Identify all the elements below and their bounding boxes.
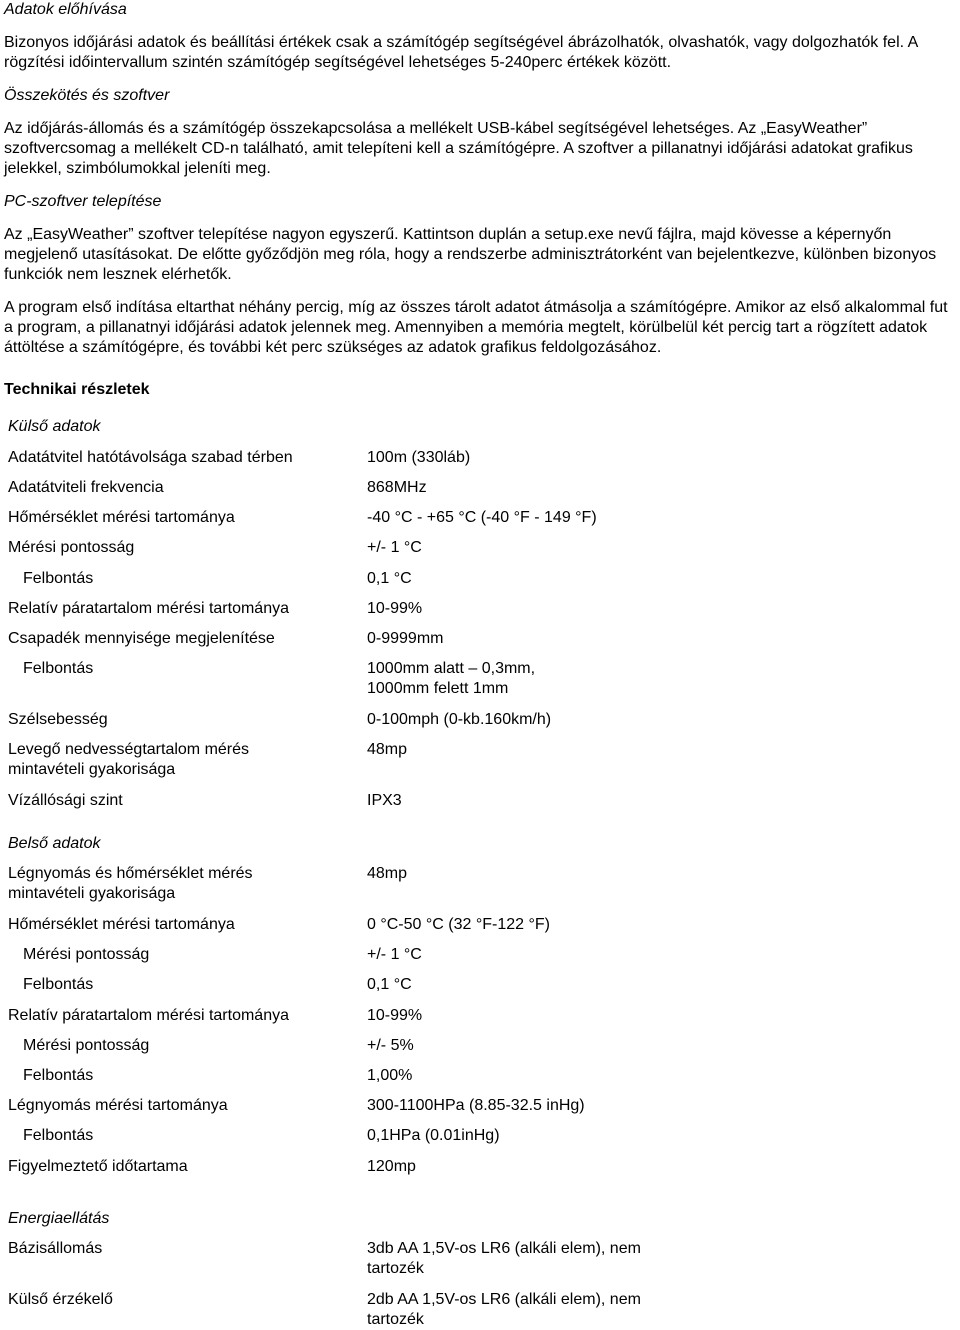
spec-value: 868MHz — [367, 479, 427, 496]
spec-value: 10-99% — [367, 1007, 423, 1024]
spec-value: 0-100mph (0-kb.160km/h) — [367, 711, 552, 728]
spec-label: Felbontás — [23, 660, 94, 677]
spec-value: 0-9999mm — [367, 630, 444, 647]
spec-value: 2db AA 1,5V-os LR6 (alkáli elem), nem tartozék — [367, 1291, 641, 1328]
spec-label: Hőmérséklet mérési tartománya — [8, 916, 235, 933]
section-title-adatok: Adatok előhívása — [4, 1, 127, 18]
section-title-osszekotes: Összekötés és szoftver — [4, 87, 170, 104]
spec-label: Légnyomás mérési tartománya — [8, 1097, 228, 1114]
spec-value: 0,1HPa (0.01inHg) — [367, 1127, 500, 1144]
spec-value: 0,1 °C — [367, 976, 412, 993]
spec-value: -40 °C - +65 °C (-40 °F - 149 °F) — [367, 509, 597, 526]
paragraph-osszekotes: Az időjárás-állomás és a számítógép összekapcsolása a mellékelt USB-kábel segítségével lehetséges. Az „EasyWeather” szoftvercsomag a mellékelt CD-n található, amit telepíteni kell a számítógépre. A szoftver a pillanatnyi időjárási adatokat grafikus jelekkel, szimbólumokkal jeleníti meg. — [4, 120, 913, 177]
spec-label: Csapadék mennyisége megjelenítése — [8, 630, 275, 647]
spec-value: 48mp — [367, 865, 408, 882]
spec-label: Relatív páratartalom mérési tartománya — [8, 1007, 289, 1024]
spec-value: 1,00% — [367, 1067, 413, 1084]
section-title-pc: PC-szoftver telepítése — [4, 193, 162, 210]
spec-label: Felbontás — [23, 1067, 94, 1084]
spec-label: Hőmérséklet mérési tartománya — [8, 509, 235, 526]
spec-value: IPX3 — [367, 792, 402, 809]
spec-value: +/- 1 °C — [367, 539, 422, 556]
spec-label: Légnyomás és hőmérséklet mérés mintavételi gyakorisága — [8, 865, 253, 902]
spec-value: 300-1100HPa (8.85-32.5 inHg) — [367, 1097, 585, 1114]
spec-value: 120mp — [367, 1158, 416, 1175]
spec-value: 3db AA 1,5V-os LR6 (alkáli elem), nem tartozék — [367, 1240, 641, 1277]
spec-value: +/- 5% — [367, 1037, 414, 1054]
spec-value: +/- 1 °C — [367, 946, 422, 963]
spec-value: 0 °C-50 °C (32 °F-122 °F) — [367, 916, 550, 933]
spec-value: 48mp — [367, 741, 408, 758]
spec-label: Felbontás — [23, 570, 94, 587]
subsection-title-belso: Belső adatok — [8, 835, 101, 852]
spec-label: Felbontás — [23, 1127, 94, 1144]
spec-label: Bázisállomás — [8, 1240, 103, 1257]
spec-value: 1000mm alatt – 0,3mm, 1000mm felett 1mm — [367, 660, 536, 697]
spec-value: 10-99% — [367, 600, 423, 617]
spec-label: Szélsebesség — [8, 711, 108, 728]
spec-label: Külső érzékelő — [8, 1291, 113, 1308]
spec-value: 100m (330láb) — [367, 449, 471, 466]
spec-value: 0,1 °C — [367, 570, 412, 587]
spec-label: Vízállósági szint — [8, 792, 123, 809]
paragraph-pc-2: A program első indítása eltarthat néhány percig, míg az összes tárolt adatot átmásolja a számítógépre. Amikor az első alkalommal fut a program, a pillanatnyi időjárási adatok jelennek meg. Amennyiben a memória megtelt, körülbelül két percig tart a rögzített adatok áttöltése a számítógépre, és további két perc szükséges az adatok grafikus feldolgozásához. — [4, 299, 948, 356]
paragraph-pc-1: Az „EasyWeather” szoftver telepítése nagyon egyszerű. Kattintson duplán a setup.exe nevű fájlra, majd kövesse a képernyőn megjelenő utasításokat. De előtte győződjön meg róla, hogy a rendszerbe adminisztrátorként van bejelentkezve, különben bizonyos funkciók nem lesznek elérhetők. — [4, 226, 937, 283]
spec-label: Mérési pontosság — [8, 539, 135, 556]
spec-label: Mérési pontosság — [23, 946, 150, 963]
spec-label: Figyelmeztető időtartama — [8, 1158, 188, 1175]
spec-label: Felbontás — [23, 976, 94, 993]
spec-label: Mérési pontosság — [23, 1037, 150, 1054]
subsection-title-kulso: Külső adatok — [8, 418, 101, 435]
subsection-title-energia: Energiaellátás — [8, 1210, 110, 1227]
section-title-tech: Technikai részletek — [4, 381, 150, 398]
paragraph-adatok: Bizonyos időjárási adatok és beállítási értékek csak a számítógép segítségével ábrázolhatók, olvashatók, vagy dolgozhatók fel. A rögzítési időintervallum szintén számítógép segítségével lehetséges 5-240perc értékek között. — [4, 34, 918, 71]
spec-label: Adatátvitel hatótávolsága szabad térben — [8, 449, 293, 466]
spec-label: Levegő nedvességtartalom mérés mintavételi gyakorisága — [8, 741, 250, 778]
spec-label: Relatív páratartalom mérési tartománya — [8, 600, 289, 617]
spec-label: Adatátviteli frekvencia — [8, 479, 164, 496]
